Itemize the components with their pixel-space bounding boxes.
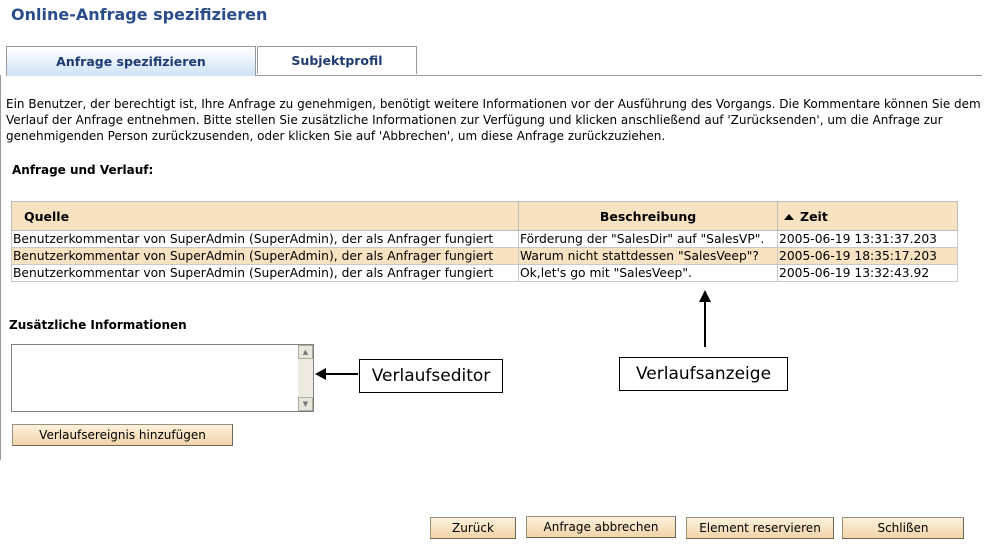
cancel-request-button[interactable]: Anfrage abbrechen xyxy=(526,516,676,538)
column-header-zeit-label: Zeit xyxy=(800,208,828,224)
sort-ascending-icon xyxy=(784,214,794,220)
additional-info-textarea[interactable] xyxy=(12,345,299,411)
cell-time: 2005-06-19 13:32:43.92 xyxy=(778,265,958,282)
tab-subjektprofil[interactable]: Subjektprofil xyxy=(257,46,417,74)
add-history-event-button[interactable]: Verlaufsereignis hinzufügen xyxy=(12,424,233,446)
history-editor xyxy=(11,344,314,412)
column-header-zeit[interactable] xyxy=(778,202,958,231)
history-table xyxy=(11,201,958,282)
callout-verlaufseditor: Verlaufseditor xyxy=(359,359,503,393)
history-label: Anfrage und Verlauf: xyxy=(12,163,154,177)
content-border xyxy=(0,75,1,460)
tab-anfrage-spezifizieren[interactable]: Anfrage spezifizieren xyxy=(6,46,256,76)
column-header-beschreibung[interactable]: Beschreibung xyxy=(519,202,778,231)
table-row[interactable] xyxy=(12,231,958,248)
cell-time: 2005-06-19 18:35:17.203 xyxy=(778,248,958,265)
tab-bar xyxy=(6,46,982,76)
page-title: Online-Anfrage spezifizieren xyxy=(11,5,268,24)
display-pointer-arrow-icon xyxy=(697,289,713,348)
cell-description: Ok,let's go mit "SalesVeep". xyxy=(519,265,778,282)
scroll-up-icon[interactable]: ▲ xyxy=(298,345,313,359)
editor-pointer-arrow-icon xyxy=(314,366,360,382)
close-button[interactable]: Schlißen xyxy=(842,517,964,539)
additional-info-label: Zusätzliche Informationen xyxy=(9,318,187,332)
editor-scrollbar[interactable] xyxy=(298,345,313,411)
cell-source: Benutzerkommentar von SuperAdmin (SuperAdmin), der als Anfrager fungiert xyxy=(12,248,519,265)
cell-source: Benutzerkommentar von SuperAdmin (SuperAdmin), der als Anfrager fungiert xyxy=(12,231,519,248)
table-row[interactable] xyxy=(12,248,958,265)
callout-verlaufsanzeige: Verlaufsanzeige xyxy=(619,357,788,391)
table-row[interactable] xyxy=(12,265,958,282)
scroll-down-icon[interactable]: ▼ xyxy=(298,397,313,411)
cell-description: Warum nicht stattdessen "SalesVeep"? xyxy=(519,248,778,265)
intro-text: Ein Benutzer, der berechtigt ist, Ihre Anfrage zu genehmigen, benötigt weitere Informationen vor der Ausführung des Vorgangs. Die Kommentare können Sie dem Verlauf der Anfrage entnehmen. Bitte stellen Sie zusätzliche Informationen zur Verfügung und klicken anschließend auf 'Zurücksenden', um die Anfrage zur genehmigenden Person zurückzusenden, oder klicken Sie auf 'Abbrechen', um diese Anfrage zurückzuziehen. xyxy=(6,97,981,143)
cell-source: Benutzerkommentar von SuperAdmin (SuperAdmin), der als Anfrager fungiert xyxy=(12,265,519,282)
reserve-item-button[interactable]: Element reservieren xyxy=(686,517,834,539)
table-header-row xyxy=(12,202,958,231)
cell-description: Förderung der "SalesDir" auf "SalesVP". xyxy=(519,231,778,248)
back-button[interactable]: Zurück xyxy=(430,517,516,539)
cell-time: 2005-06-19 13:31:37.203 xyxy=(778,231,958,248)
column-header-quelle[interactable]: Quelle xyxy=(12,202,519,231)
